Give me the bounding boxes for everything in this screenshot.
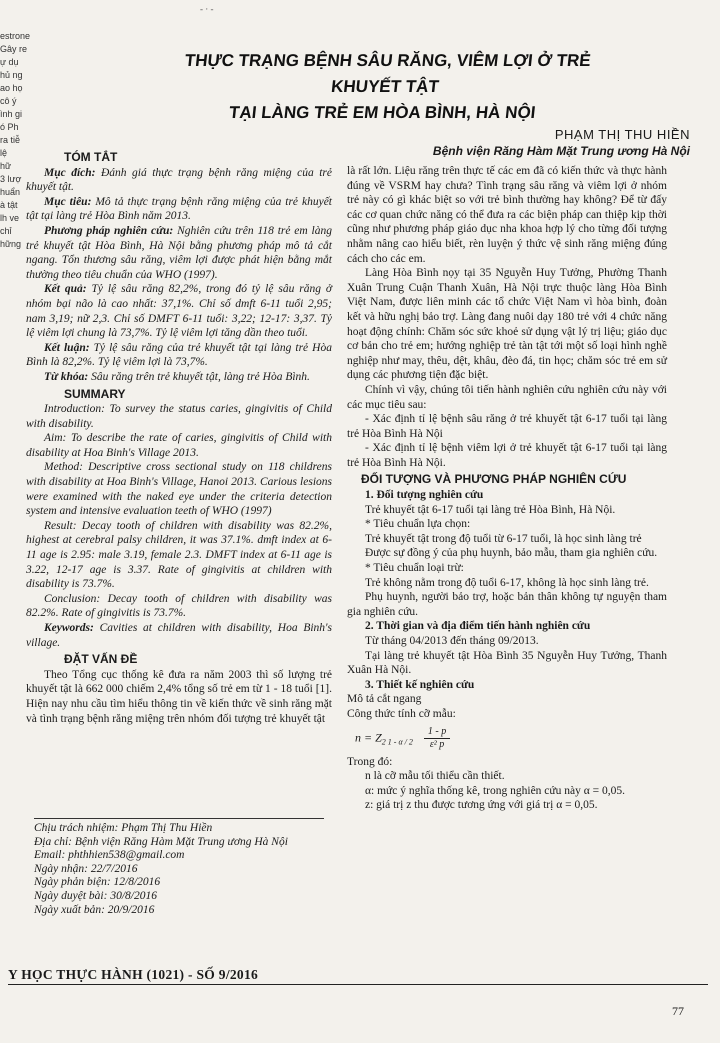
bleed-line: huẩn bbox=[0, 187, 21, 197]
abstract-methods bbox=[26, 224, 332, 282]
definition-n: n là cỡ mẫu tối thiểu cần thiết. bbox=[365, 770, 505, 783]
formula-subscript: 2 1 - α / 2 bbox=[381, 737, 413, 747]
date-reviewed: Ngày phản biện: 12/8/2016 bbox=[34, 876, 161, 889]
conclusion-label: Kết luận: bbox=[44, 341, 90, 354]
results-label: Kết quả: bbox=[44, 283, 87, 296]
summary-intro: Introduction: To survey the status caries, gingivitis of Child with disability. bbox=[26, 403, 332, 430]
date-published: Ngày xuất bản: 20/9/2016 bbox=[34, 903, 155, 916]
results-text: Tỷ lệ sâu răng 82,2%, trong đó tỷ lệ sâu răng ở nhóm bại não là cao nhất: 37,1%. Chỉ số dmft 6-11 tuổi 2,95; nam 3,19; nữ 2,3. Chỉ số DMFT 6-11 tuổi: 3,22; 12-17: 3,37. Tỷ lệ viêm lợi chung là 73,7%. Tỷ lệ viêm lợi tăng dần theo tuổi. bbox=[26, 283, 332, 340]
section-3-heading: 3. Thiết kế nghiên cứu bbox=[365, 678, 475, 691]
goal-label: Mục tiêu: bbox=[44, 195, 92, 208]
correspondence-footnote bbox=[34, 822, 334, 917]
bleed-line: estrone bbox=[0, 31, 31, 41]
bleed-line: Gây re bbox=[0, 44, 28, 54]
bleed-line: hữ bbox=[0, 161, 12, 171]
bleed-line: ra tiễ bbox=[0, 135, 21, 145]
right-column bbox=[347, 164, 667, 813]
intro-paragraph: Theo Tổng cục thống kê đưa ra năm 2003 thì số lượng trẻ khuyết tật là 662 000 chiếm 2,4% tổng số trẻ em từ 1 - 18 tuổi [1]. Hiện nay nhu cầu tìm hiểu thông tin về kiến thức về sinh răng mặt và tình trạng bệnh răng miệng trên nhóm đối tượng trẻ khuyết tật bbox=[26, 668, 332, 725]
abstract-goal bbox=[26, 195, 332, 224]
exclusion-1: Trẻ không nằm trong độ tuổi 6-17, không là học sinh làng trẻ. bbox=[365, 576, 649, 589]
bleed-line: ao họ bbox=[0, 83, 23, 93]
objective-text: Đánh giá thực trạng bệnh răng miệng của trẻ khuyết tật. bbox=[26, 166, 332, 194]
abstract-heading: TÓM TẮT bbox=[64, 150, 118, 164]
objective-1: - Xác định tỉ lệ bệnh sâu răng ở trẻ khuyết tật 6-17 tuổi tại làng trẻ Hòa Bình Hà Nội bbox=[347, 413, 667, 440]
bleed-line: lh ve bbox=[0, 213, 20, 223]
methods-text: Nghiên cứu trên 118 trẻ em làng trẻ khuyết tật Hòa Bình, Hà Nội bằng phương pháp mô tả cắt ngang. Tổn thương sâu răng, viêm lợi được phát hiện bằng mắt thường theo tiêu chuẩn của WHO (1997). bbox=[26, 224, 332, 281]
exclusion-heading: * Tiêu chuẩn loại trừ: bbox=[365, 562, 464, 575]
sample-size-formula bbox=[355, 726, 667, 751]
section-3-design: Mô tả cắt ngang bbox=[347, 693, 422, 706]
methods-heading: ĐỐI TƯỢNG VÀ PHƯƠNG PHÁP NGHIÊN CỨU bbox=[361, 472, 627, 487]
conclusion-text: Tỷ lệ sâu răng của trẻ khuyết tật tại làng trẻ Hòa Bình là 82,2%. Tỷ lệ viêm lợi là 73,7%. bbox=[26, 341, 332, 369]
bleed-line: ự dụ bbox=[0, 57, 19, 67]
date-approved: Ngày duyệt bài: 30/8/2016 bbox=[34, 889, 157, 902]
keywords-label: Từ khóa: bbox=[44, 370, 89, 383]
formula-denominator: ε² p bbox=[429, 738, 445, 750]
section-1-heading: 1. Đối tượng nghiên cứu bbox=[365, 489, 484, 502]
left-column bbox=[26, 148, 332, 726]
address: Địa chỉ: Bệnh viện Răng Hàm Mặt Trung ương Hà Nội bbox=[34, 835, 288, 848]
exclusion-2: Phụ huynh, người bảo trợ, hoặc bản thân không tự nguyện tham gia nghiên cứu. bbox=[347, 591, 667, 618]
objective-2: - Xác định tỉ lệ bệnh viêm lợi ở trẻ khuyết tật 6-17 tuổi tại làng trẻ Hòa Bình Hà Nội. bbox=[347, 442, 667, 469]
formula-fraction bbox=[424, 726, 450, 751]
bleed-line: 3 lượ bbox=[0, 174, 22, 184]
inclusion-heading: * Tiêu chuẩn lựa chọn: bbox=[365, 518, 471, 531]
email: Email: phthhien538@gmail.com bbox=[34, 849, 185, 862]
bleed-line: chỉ bbox=[0, 226, 12, 236]
definition-z: z: giá trị z thu được tương ứng với giá trị α = 0,05. bbox=[365, 799, 598, 812]
date-received: Ngày nhận: 22/7/2016 bbox=[34, 862, 138, 875]
section-1-text: Trẻ khuyết tật 6-17 tuổi tại làng trẻ Hòa Bình, Hà Nội. bbox=[365, 503, 616, 516]
keywords-en-text: Cavities at children with disability, Hoa Binh's village. bbox=[26, 622, 332, 649]
section-2-time: Từ tháng 04/2013 đến tháng 09/2013. bbox=[365, 635, 539, 647]
abstract-objective bbox=[26, 166, 332, 195]
title-line-2: TẠI LÀNG TRẺ EM HÒA BÌNH, HÀ NỘI bbox=[228, 103, 537, 122]
article-title bbox=[146, 48, 624, 126]
paragraph-village: Làng Hòa Bình nọy tại 35 Nguyễn Huy Tưởng, Phường Thanh Xuân Trung Cuận Thanh Xuân, Hà Nội trực thuộc làng Hòa Bình Việt Nam, được liên minh các tổ chức Việt Nam vì hòa bình, đoàn kết và hữu nghị bảo trợ. Làng đang nuôi dạy 180 trẻ với 4 chức năng hoạt động chính: Chăm sóc sức khoẻ sử dụng vật lý trị liệu; giáo dục cơ bản cho trẻ em; hướng nghiệp trẻ tàn tật tới một số loại hình nghề nghiệp như may, thêu, dệt, khâu, đèo đá, tin học; chăm sóc trẻ em sử dụng các phương tiện đặc biệt. bbox=[347, 267, 667, 382]
paragraph-continued: là rất lớn. Liệu răng trên thực tế các em đã có kiến thức và thực hành đúng về VSRM hay chưa? Tình trạng sâu răng và viêm lợi ở nhóm trẻ này có gì khác biệt so với trẻ bình thường hay không? Để từ đấy các cơ quan chức năng có thể đưa ra các biện pháp can thiệp kịp thời cũng như phương pháp giáo dục nha khoa hợp lý cho từng đối tượng nhằm nâng cao hiểu biết, rèn luyện ý thức vệ sinh răng miệng đúng cách cho các em. bbox=[347, 165, 667, 265]
abstract-conclusion bbox=[26, 341, 332, 370]
objective-label: Mục đích: bbox=[44, 166, 96, 179]
intro-heading: ĐẶT VẤN ĐỀ bbox=[64, 652, 138, 667]
bleed-line: lệ bbox=[0, 148, 8, 158]
scan-mark: - · - bbox=[200, 4, 214, 14]
footnote-divider bbox=[34, 818, 324, 819]
responsible-author: Chịu trách nhiệm: Phạm Thị Thu Hiền bbox=[34, 822, 213, 834]
title-line-1: THỰC TRẠNG BỆNH SÂU RĂNG, VIÊM LỢI Ở TRẺ KHUYẾT TẬT bbox=[183, 51, 592, 96]
abstract-keywords bbox=[26, 370, 332, 385]
section-2-heading: 2. Thời gian và địa điểm tiến hành nghiên cứu bbox=[365, 620, 591, 633]
bleed-line: à tật bbox=[0, 200, 18, 210]
summary-aim: Aim: To describe the rate of caries, gingivitis of Child with disability at Hoa Binh's Village 2013. bbox=[26, 432, 332, 459]
previous-page-bleed bbox=[0, 30, 31, 330]
goal-text: Mô tả thực trạng bệnh răng miệng của trẻ khuyết tật tại làng trẻ Hòa Bình năm 2013. bbox=[26, 195, 332, 223]
abstract-results bbox=[26, 282, 332, 340]
keywords-en-label: Keywords: bbox=[44, 622, 94, 634]
bleed-line: ó Ph bbox=[0, 122, 19, 132]
summary-heading: SUMMARY bbox=[64, 386, 126, 401]
bleed-line: cô ý bbox=[0, 96, 17, 106]
methods-label: Phương pháp nghiên cứu: bbox=[44, 224, 174, 237]
inclusion-1: Trẻ khuyết tật trong độ tuổi từ 6-17 tuổi, là học sinh làng trẻ bbox=[365, 532, 642, 545]
summary-conclusion: Conclusion: Decay tooth of children with disability was 82.2%. Rate of gingivitis is 73.7%. bbox=[26, 592, 332, 620]
bleed-line: hững bbox=[0, 239, 22, 249]
bleed-line: hủ ng bbox=[0, 70, 23, 80]
author-affiliation: Bệnh viện Răng Hàm Mặt Trung ương Hà Nội bbox=[432, 144, 690, 158]
summary-method: Method: Descriptive cross sectional study on 118 childrens with disability at Hoa Binh's Village, Hanoi 2013. Carious lesions were examined with the naked eye under the criteria detection system and intensive evaluation teeth of WHO (1997) bbox=[26, 461, 332, 518]
footer-divider bbox=[8, 984, 708, 985]
where-label: Trong đó: bbox=[347, 755, 393, 768]
formula-numerator: 1 - p bbox=[424, 726, 450, 739]
formula-lhs: n = Z bbox=[355, 729, 382, 744]
bleed-line: ình gi bbox=[0, 109, 23, 119]
author-block bbox=[433, 126, 690, 160]
author-name: PHẠM THỊ THU HIỀN bbox=[554, 127, 690, 142]
definition-alpha: α: mức ý nghĩa thống kê, trong nghiên cứu này α = 0,05. bbox=[365, 784, 626, 797]
keywords-text: Sâu răng trên trẻ khuyết tật, làng trẻ Hòa Bình. bbox=[88, 370, 310, 383]
page-number: 77 bbox=[672, 1004, 684, 1018]
summary-keywords bbox=[26, 621, 332, 650]
section-2-place: Tại làng trẻ khuyết tật Hòa Bình 35 Nguyễn Huy Tưởng, Thanh Xuân Hà Nội. bbox=[347, 649, 667, 677]
formula-intro: Công thức tính cỡ mẫu: bbox=[347, 707, 456, 720]
journal-footer: Y HỌC THỰC HÀNH (1021) - SỐ 9/2016 bbox=[8, 967, 259, 982]
inclusion-2: Được sự đồng ý của phụ huynh, bảo mẫu, tham gia nghiên cứu. bbox=[365, 547, 658, 560]
summary-result: Result: Decay tooth of children with disability was 82.2%, highest at cerebral palsy children, it was 37.1%. dmft index at 6-11 age is 2.95: male 3.19, female 2.3. DMFT index at 6-11 age is 3.22, 12-17 age is 3.37. Rate of gingivitis at children with disability is 73.7%. bbox=[26, 519, 332, 591]
paragraph-aims-intro: Chính vì vậy, chúng tôi tiến hành nghiên cứu nghiên cứu này với các mục tiêu sau: bbox=[347, 383, 667, 411]
